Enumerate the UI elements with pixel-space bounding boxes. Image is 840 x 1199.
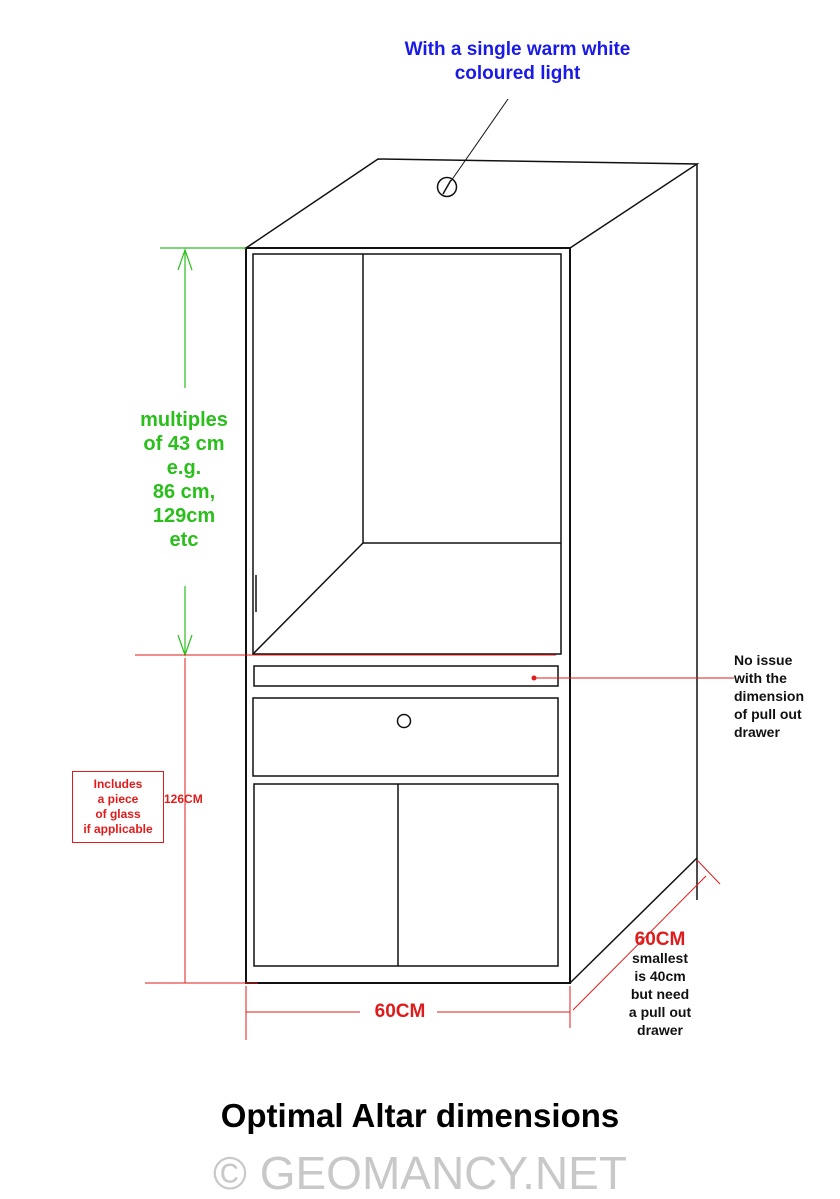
light-fixture-mark — [443, 180, 451, 194]
base-height-dimension — [135, 655, 556, 983]
height-note: multiples of 43 cm e.g. 86 cm, 129cm etc — [140, 409, 228, 551]
base-height-label: 126CM — [164, 792, 203, 806]
width-label: 60CM — [374, 1001, 426, 1022]
glass-note-box — [72, 771, 164, 843]
cabinet-front — [246, 248, 570, 983]
cabinet-top — [246, 159, 697, 248]
drawer-note: No issue with the dimension of pull out drawer — [734, 652, 805, 740]
page-title: Optimal Altar dimensions — [220, 1097, 620, 1134]
glass-note: Includes a piece of glass if applicable — [83, 777, 153, 836]
pull-out-shelf — [254, 666, 558, 686]
watermark: © GEOMANCY.NET — [213, 1147, 627, 1199]
drawer-leader — [532, 676, 735, 681]
lower-doors — [254, 784, 558, 966]
light-label: With a single warm white coloured light — [404, 39, 631, 84]
drawer — [253, 698, 558, 776]
inner-floor-diagonal — [253, 543, 363, 654]
depth-note: smallest is 40cm but need a pull out drawer — [628, 950, 692, 1038]
cabinet — [246, 159, 697, 983]
light-leader — [451, 99, 508, 181]
shelf-opening — [253, 254, 561, 654]
drawer-knob — [398, 715, 411, 728]
depth-label: 60CM — [634, 929, 686, 950]
